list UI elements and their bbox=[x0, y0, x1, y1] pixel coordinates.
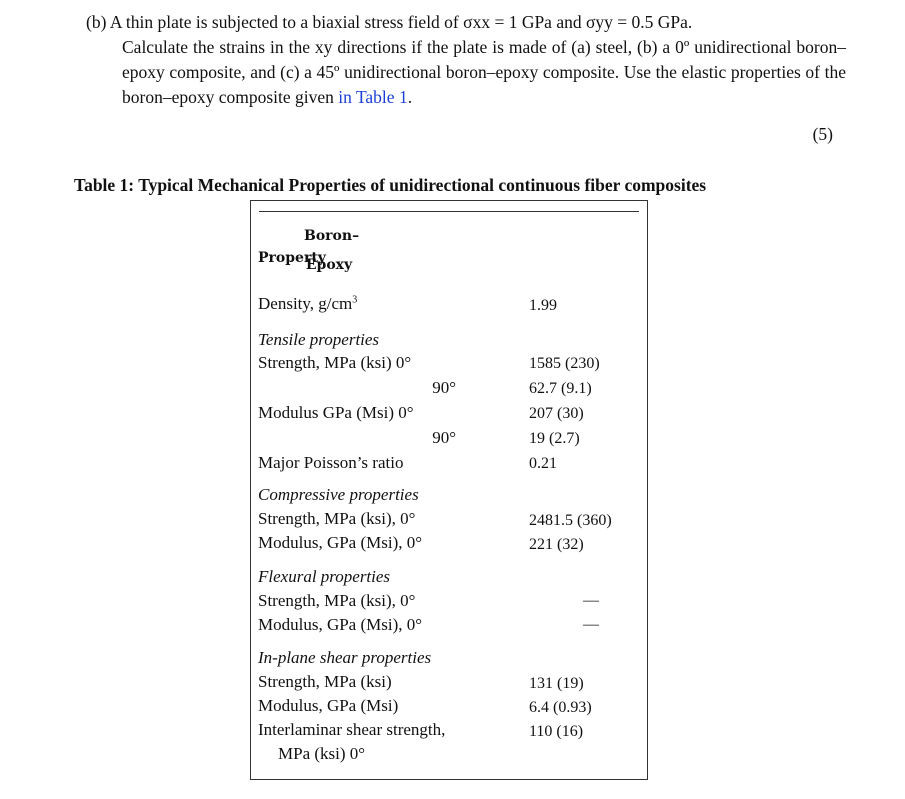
row-label: 90° bbox=[432, 378, 456, 397]
row-label: Modulus, GPa (Msi), 0° bbox=[258, 533, 423, 552]
row-value: 1585 (230) bbox=[529, 355, 600, 372]
row-label: 90° bbox=[432, 428, 456, 447]
question-body-start: Calculate the strains in the xy directions if the plate is made of (a) steel, (b) a 0º unidirectional boron–epoxy composite, and (c) a 45º unidirectional boron–epoxy composite. Use the elastic properties of the boron–epoxy composite given bbox=[122, 37, 846, 107]
row-value: 19 (2.7) bbox=[529, 430, 580, 447]
row-label-section: Flexural properties bbox=[258, 567, 391, 586]
row-value: 221 (32) bbox=[529, 536, 584, 553]
row-value: 207 (30) bbox=[529, 405, 584, 422]
row-label: MPa (ksi) 0° bbox=[278, 744, 366, 763]
row-value: 2481.5 (360) bbox=[529, 512, 612, 529]
row-value: 110 (16) bbox=[529, 723, 584, 740]
row-label: Strength, MPa (ksi) bbox=[258, 672, 392, 691]
row-value: 6.4 (0.93) bbox=[529, 699, 592, 716]
property-header: Property bbox=[258, 250, 326, 266]
row-label: Major Poisson’s ratio bbox=[258, 453, 404, 472]
question-text bbox=[86, 10, 846, 110]
marks-label: (5) bbox=[812, 124, 833, 144]
table-link[interactable]: in Table 1 bbox=[338, 87, 408, 107]
question-line-1: (b) A thin plate is subjected to a biaxial stress field of σxx = 1 GPa and σyy = 0.5 GPa. bbox=[86, 12, 693, 32]
row-label: Strength, MPa (ksi) 0° bbox=[258, 353, 412, 372]
row-label: Modulus, GPa (Msi) bbox=[258, 696, 399, 715]
row-value: 131 (19) bbox=[529, 675, 584, 692]
row-label: Modulus GPa (Msi) 0° bbox=[258, 403, 414, 422]
row-label: Modulus, GPa (Msi), 0° bbox=[258, 615, 423, 634]
row-value: 0.21 bbox=[529, 455, 557, 472]
table-top-rule bbox=[259, 211, 639, 212]
question-body bbox=[86, 35, 846, 110]
row-label: Strength, MPa (ksi), 0° bbox=[258, 591, 416, 610]
table-title: Table 1: Typical Mechanical Properties of unidirectional continuous fiber composites bbox=[74, 175, 707, 195]
row-label-section: In-plane shear properties bbox=[258, 648, 432, 667]
row-label-section: Compressive properties bbox=[258, 485, 419, 504]
row-value: — bbox=[583, 616, 599, 633]
superscript: 3 bbox=[352, 294, 358, 306]
row-value: — bbox=[583, 592, 599, 609]
question-body-end: . bbox=[407, 87, 413, 107]
row-label: Interlaminar shear strength, bbox=[258, 720, 446, 739]
row-label-density: Density, $g/cm^3$ bbox=[258, 294, 358, 313]
column-header-line-1: Boron– bbox=[304, 228, 360, 244]
row-value: 62.7 (9.1) bbox=[529, 380, 592, 397]
row-label: Strength, MPa (ksi), 0° bbox=[258, 509, 416, 528]
row-value-density: 1.99 bbox=[529, 297, 557, 314]
column-header-line-2: Epoxy bbox=[305, 257, 353, 273]
row-label-section: Tensile properties bbox=[258, 330, 380, 349]
